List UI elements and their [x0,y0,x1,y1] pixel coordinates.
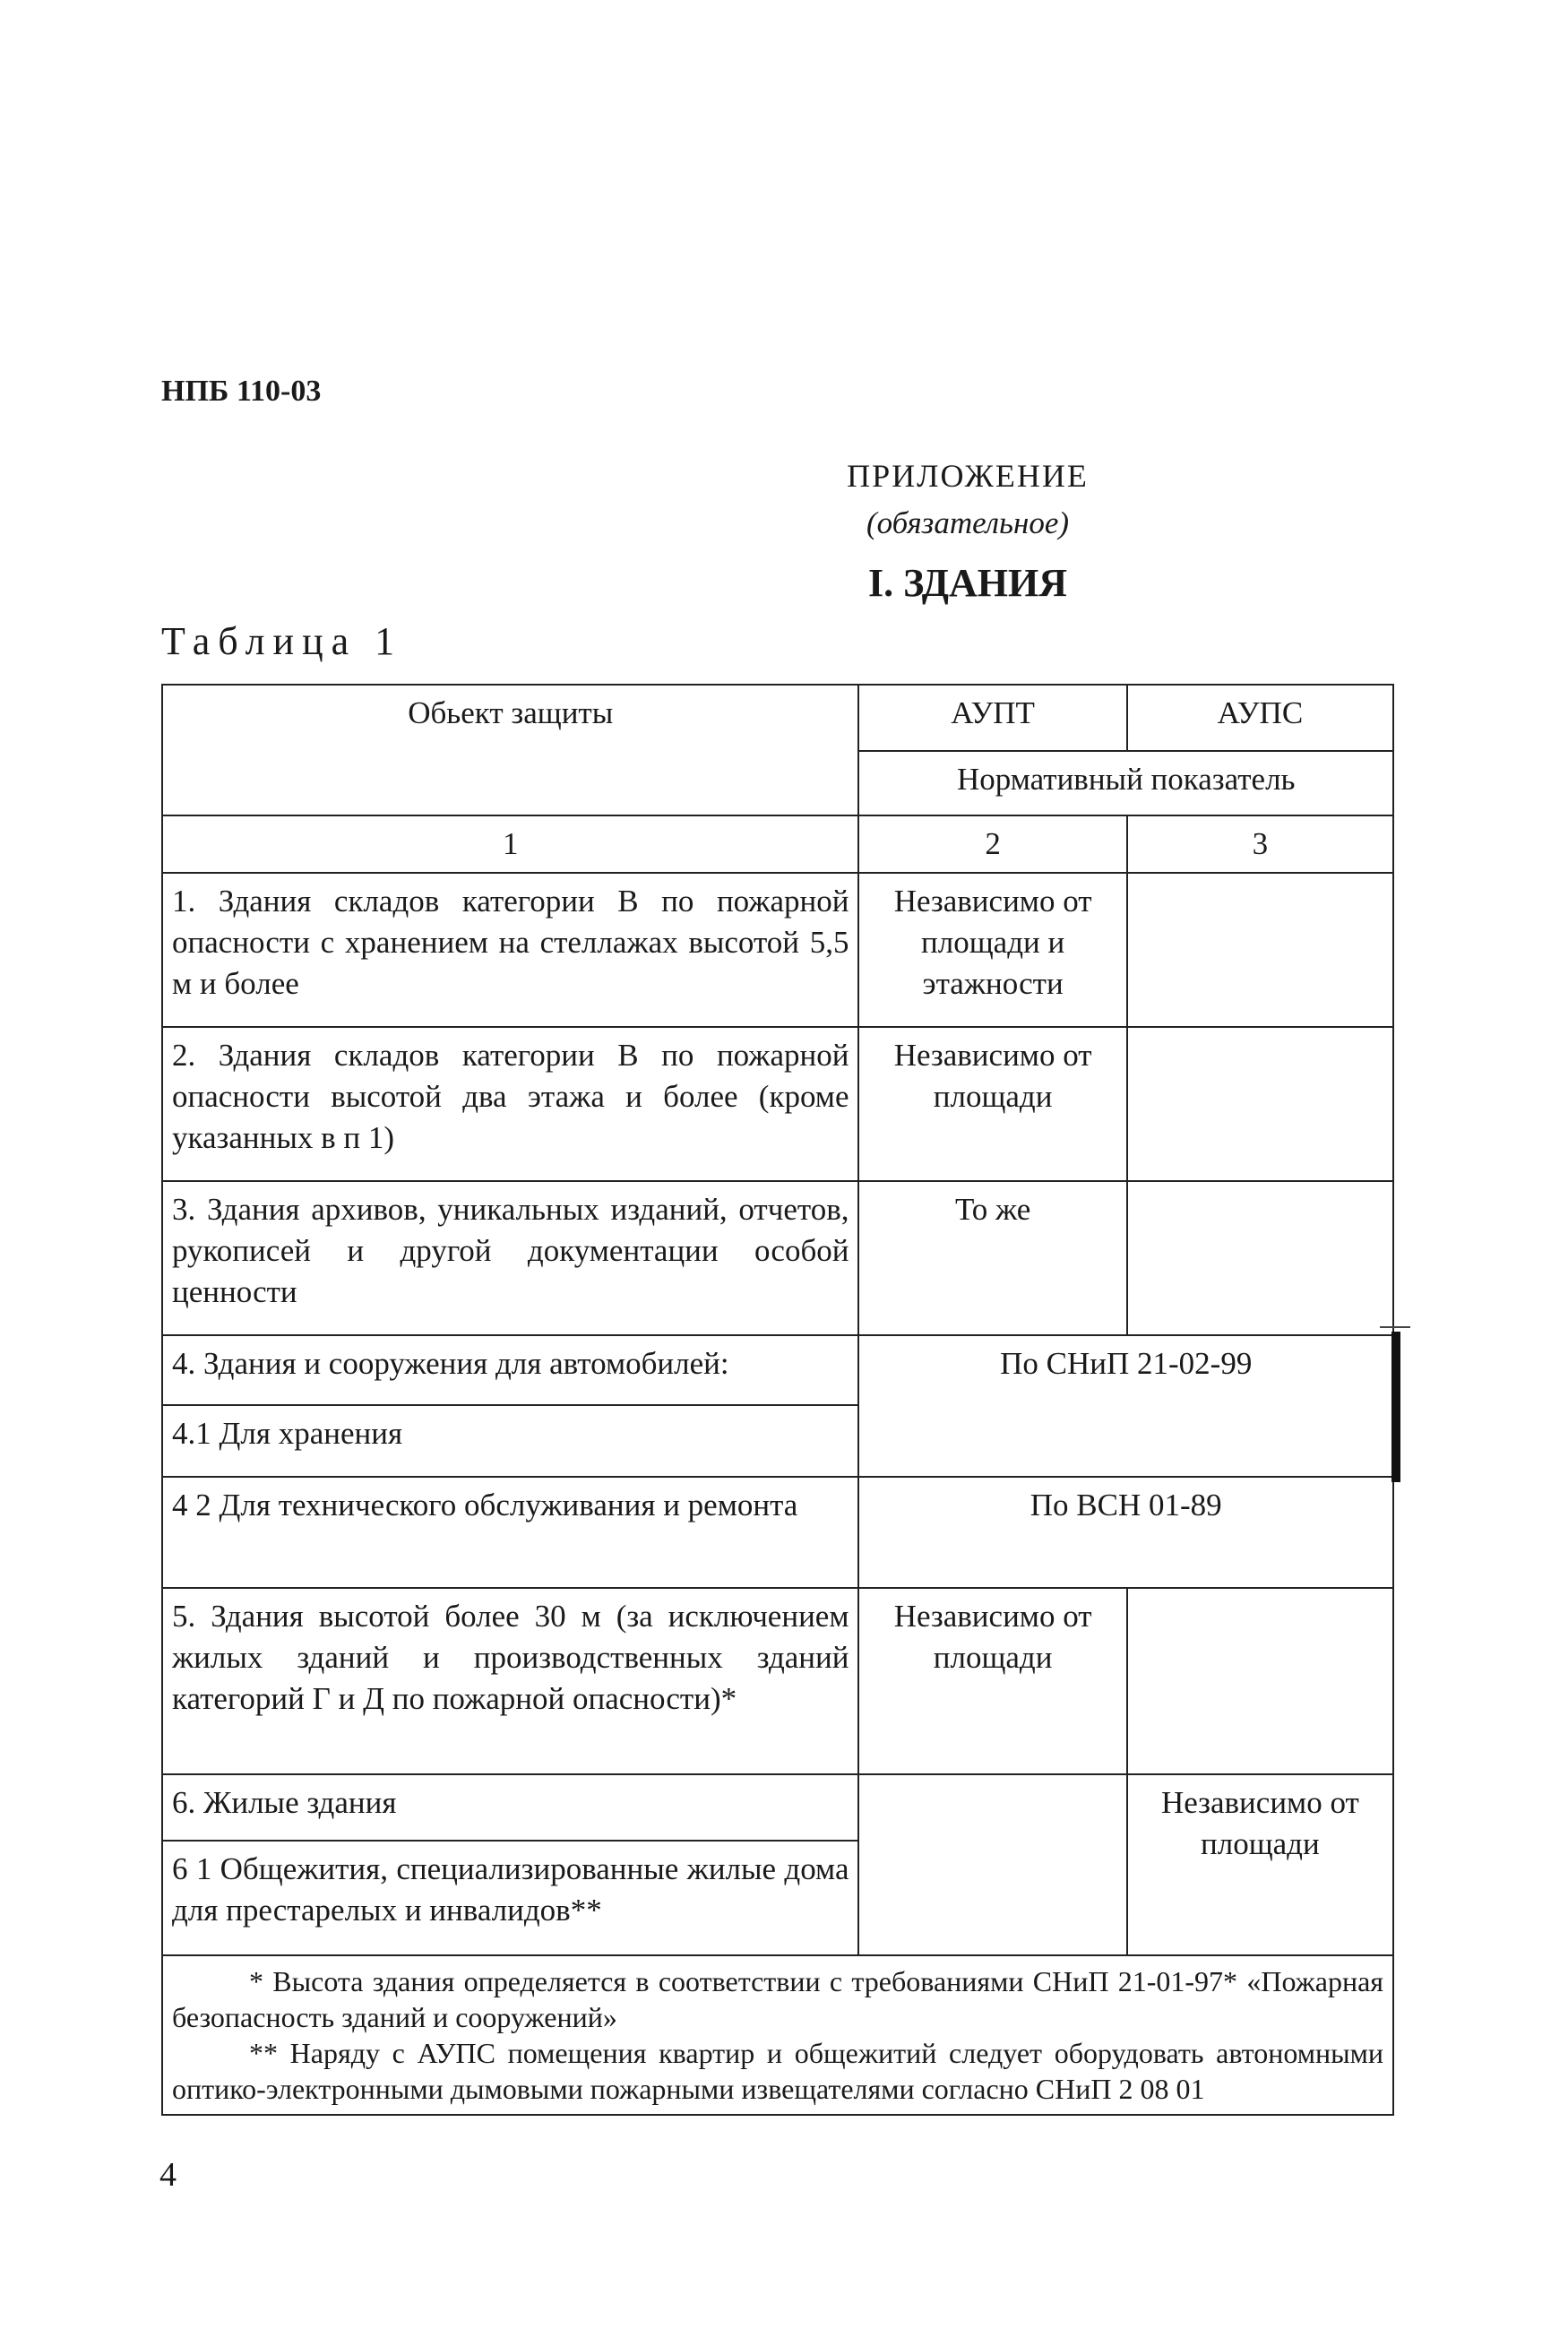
object-cell: 4.1 Для хранения [162,1405,858,1477]
appendix-subtitle: (обязательное) [866,505,1070,540]
object-cell: 6. Жилые здания [162,1774,858,1841]
table-caption: Таблица 1 [161,619,403,663]
header-norm: Нормативный показатель [858,751,1393,815]
aupt-cell: Независимо от площади [858,1588,1126,1774]
aups-cell: Независимо от площади [1127,1774,1393,1955]
aupt-cell: То же [858,1181,1126,1335]
scan-artifact-mark [1391,1332,1400,1482]
appendix-title: ПРИЛОЖЕНИЕ [847,458,1089,494]
aups-cell [1127,1588,1393,1774]
header-object: Обьект защиты [162,685,858,815]
table-row [162,1335,1393,1405]
table-row [162,1477,1393,1588]
section-title: I. ЗДАНИЯ [868,561,1067,605]
aups-cell [1127,873,1393,1027]
aupt-cell: Независимо от площади [858,1027,1126,1181]
footnote-2: ** Наряду с АУПС помещения квартир и общежитий следует оборудовать автономными оптико-электронными дымовыми пожарными извещателями согласно СНиП 2 08 01 [172,2037,1383,2105]
footnote-1: * Высота здания определяется в соответствии с требованиями СНиП 21-01-97* «Пожарная безопасность зданий и сооружений» [172,1965,1383,2033]
table-row [162,1774,1393,1841]
notes-row [162,1955,1393,2115]
object-cell: 4 2 Для технического обслуживания и ремонта [162,1477,858,1588]
notes-cell [162,1955,1393,2115]
requirements-table [161,684,1394,2116]
object-cell: 1. Здания складов категории В по пожарной опасности с хранением на стеллажах высотой 5,5 м и более [162,873,858,1027]
merged-requirement-cell: По СНиП 21-02-99 [858,1335,1393,1477]
col-num-2: 2 [858,815,1126,873]
aupt-cell: Независимо от площади и этажности [858,873,1126,1027]
object-cell: 5. Здания высотой более 30 м (за исключением жилых зданий и производственных зданий категорий Г и Д по пожарной опасности)* [162,1588,858,1774]
document-code: НПБ 110-03 [161,375,322,408]
aupt-cell [858,1774,1126,1955]
aups-cell [1127,1181,1393,1335]
table-row [162,873,1393,1027]
object-cell: 3. Здания архивов, уникальных изданий, отчетов, рукописей и другой документации особой ценности [162,1181,858,1335]
col-num-3: 3 [1127,815,1393,873]
table-row [162,1181,1393,1335]
header-aupt: АУПТ [858,685,1126,751]
table-row [162,1588,1393,1774]
aups-cell [1127,1027,1393,1181]
table-row [162,1027,1393,1181]
page-number: 4 [159,2156,177,2194]
header-aups: АУПС [1127,685,1393,751]
scan-artifact-line [1380,1326,1410,1328]
object-cell: 4. Здания и сооружения для автомобилей: [162,1335,858,1405]
object-cell: 6 1 Общежития, специализированные жилые дома для престарелых и инвалидов** [162,1841,858,1955]
col-num-1: 1 [162,815,858,873]
object-cell: 2. Здания складов категории В по пожарной опасности высотой два этажа и более (кроме указанных в п 1) [162,1027,858,1181]
merged-requirement-cell: По ВСН 01-89 [858,1477,1393,1588]
